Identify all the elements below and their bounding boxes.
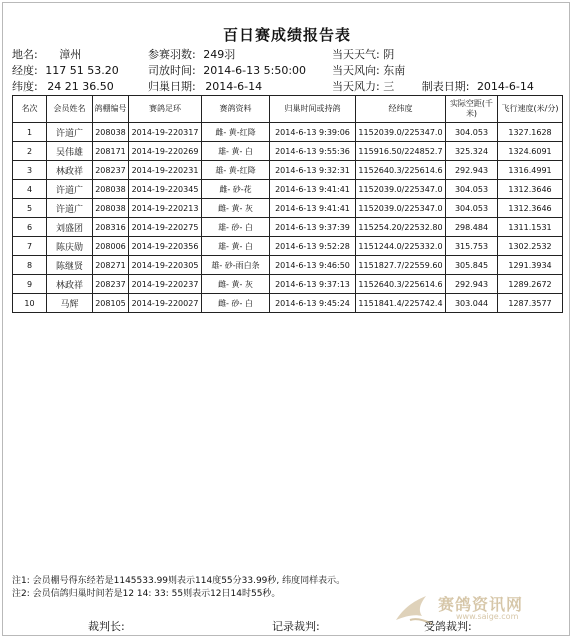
cell-coordinates: 115916.50/224852.7 [356, 142, 446, 161]
cell-loft-number: 208316 [93, 218, 129, 237]
watermark-url: www.saige.com [456, 612, 519, 621]
table-row [13, 256, 563, 275]
cell-distance: 298.484 [446, 218, 498, 237]
cell-coordinates: 1152039.0/225347.0 [356, 199, 446, 218]
wind-direction-label: 当天风向: [332, 64, 380, 77]
header-return-time: 归巢时间或持鸽 [270, 96, 356, 123]
cell-rank: 3 [13, 161, 47, 180]
longitude-label: 经度: [12, 64, 38, 77]
wind-direction-row [332, 62, 405, 78]
location-value: 漳州 [59, 48, 82, 61]
made-date-value: 2014-6-14 [476, 80, 534, 93]
cell-return-time: 2014-6-13 9:32:31 [270, 161, 356, 180]
cell-ring-number: 2014-19-220027 [129, 294, 202, 313]
header-pigeon-info: 赛鸽资料 [202, 96, 270, 123]
cell-member-name: 刘盛团 [47, 218, 93, 237]
header-distance: 实际空距(千米) [446, 96, 498, 123]
cell-rank: 10 [13, 294, 47, 313]
cell-loft-number: 208237 [93, 275, 129, 294]
cell-loft-number: 208038 [93, 199, 129, 218]
cell-ring-number: 2014-19-220269 [129, 142, 202, 161]
cell-ring-number: 2014-19-220213 [129, 199, 202, 218]
cell-speed: 1287.3577 [498, 294, 563, 313]
table-row [13, 275, 563, 294]
cell-loft-number: 208038 [93, 123, 129, 142]
report-title: 百日赛成绩报告表 [222, 26, 351, 44]
cell-coordinates: 1151841.4/225742.4 [356, 294, 446, 313]
cell-pigeon-info: 雄- 砂- 白 [202, 218, 270, 237]
entries-label: 参赛羽数: [148, 48, 196, 61]
cell-speed: 1312.3646 [498, 180, 563, 199]
cell-ring-number: 2014-19-220345 [129, 180, 202, 199]
cell-pigeon-info: 雌- 砂-花 [202, 180, 270, 199]
cell-loft-number: 208105 [93, 294, 129, 313]
table-row [13, 294, 563, 313]
cell-coordinates: 1151244.0/225332.0 [356, 237, 446, 256]
table-row [13, 161, 563, 180]
cell-distance: 315.753 [446, 237, 498, 256]
location-row [12, 46, 81, 62]
cell-ring-number: 2014-19-220317 [129, 123, 202, 142]
made-date-label: 制表日期: [421, 80, 470, 93]
header-member-name: 会员姓名 [47, 96, 93, 123]
record-judge-label: 记录裁判: [272, 620, 320, 633]
return-label: 归巢日期: [148, 80, 196, 93]
cell-rank: 5 [13, 199, 47, 218]
cell-ring-number: 2014-19-220237 [129, 275, 202, 294]
cell-speed: 1316.4991 [498, 161, 563, 180]
cell-member-name: 许道广 [47, 199, 93, 218]
cell-rank: 4 [13, 180, 47, 199]
cell-ring-number: 2014-19-220231 [129, 161, 202, 180]
latitude-label: 纬度: [12, 80, 38, 93]
cell-distance: 304.053 [446, 199, 498, 218]
watermark-text: 赛鸽资讯网 [438, 595, 524, 614]
cell-member-name: 陈继贤 [47, 256, 93, 275]
weather-label: 当天天气: [332, 48, 380, 61]
cell-member-name: 林政祥 [47, 275, 93, 294]
release-label: 司放时间: [148, 64, 196, 77]
cell-rank: 2 [13, 142, 47, 161]
cell-coordinates: 1152039.0/225347.0 [356, 180, 446, 199]
cell-rank: 8 [13, 256, 47, 275]
entries-row [148, 46, 235, 62]
cell-speed: 1312.3646 [498, 199, 563, 218]
header-loft-number: 鸽棚编号 [93, 96, 129, 123]
cell-coordinates: 1152640.3/225614.6 [356, 275, 446, 294]
cell-coordinates: 1151827.7/22559.60 [356, 256, 446, 275]
header-rank: 名次 [13, 96, 47, 123]
cell-rank: 7 [13, 237, 47, 256]
wind-force-label: 当天风力: [332, 80, 380, 93]
longitude-value: 117 51 53.20 [45, 64, 119, 77]
cell-pigeon-info: 雄- 黄- 白 [202, 142, 270, 161]
cell-pigeon-info: 雄- 黄-红降 [202, 161, 270, 180]
table-row [13, 218, 563, 237]
table-row [13, 180, 563, 199]
cell-return-time: 2014-6-13 9:55:36 [270, 142, 356, 161]
cell-speed: 1324.6091 [498, 142, 563, 161]
cell-distance: 305.845 [446, 256, 498, 275]
cell-loft-number: 208271 [93, 256, 129, 275]
table-header-row [13, 96, 563, 123]
cell-return-time: 2014-6-13 9:37:13 [270, 275, 356, 294]
table-row [13, 199, 563, 218]
weather-value: 阴 [383, 48, 395, 61]
cell-pigeon-info: 雌- 黄- 灰 [202, 199, 270, 218]
cell-speed: 1289.2672 [498, 275, 563, 294]
cell-return-time: 2014-6-13 9:52:28 [270, 237, 356, 256]
cell-ring-number: 2014-19-220305 [129, 256, 202, 275]
cell-pigeon-info: 雌- 黄- 灰 [202, 275, 270, 294]
cell-return-time: 2014-6-13 9:45:24 [270, 294, 356, 313]
note-2: 注2: 会员信鸽归巢时间若是12 14: 33: 55则表示12日14时55秒。 [12, 589, 281, 599]
cell-loft-number: 208171 [93, 142, 129, 161]
header-speed: 飞行速度(米/分) [498, 96, 563, 123]
table-row [13, 142, 563, 161]
cell-member-name: 马辉 [47, 294, 93, 313]
cell-return-time: 2014-6-13 9:39:06 [270, 123, 356, 142]
chief-judge-label: 裁判长: [88, 620, 125, 633]
table-row [13, 123, 563, 142]
cell-rank: 1 [13, 123, 47, 142]
cell-pigeon-info: 雌- 砂- 白 [202, 294, 270, 313]
cell-pigeon-info: 雄- 砂-雨白条 [202, 256, 270, 275]
cell-member-name: 陈庆勋 [47, 237, 93, 256]
cell-speed: 1291.3934 [498, 256, 563, 275]
cell-return-time: 2014-6-13 9:41:41 [270, 180, 356, 199]
return-value: 2014-6-14 [205, 80, 263, 93]
latitude-row [12, 78, 114, 94]
cell-member-name: 许道广 [47, 180, 93, 199]
table-row [13, 237, 563, 256]
longitude-row [12, 62, 119, 78]
cell-speed: 1327.1628 [498, 123, 563, 142]
cell-distance: 325.324 [446, 142, 498, 161]
cell-distance: 303.044 [446, 294, 498, 313]
cell-ring-number: 2014-19-220275 [129, 218, 202, 237]
release-row [148, 62, 306, 78]
header-ring-number: 赛鸽足环 [129, 96, 202, 123]
wind-direction-value: 东南 [383, 64, 406, 77]
cell-coordinates: 1152039.0/225347.0 [356, 123, 446, 142]
latitude-value: 24 21 36.50 [47, 80, 114, 93]
cell-loft-number: 208038 [93, 180, 129, 199]
results-table [12, 95, 563, 313]
cell-speed: 1311.1531 [498, 218, 563, 237]
wind-force-value: 三 [383, 80, 395, 93]
cell-speed: 1302.2532 [498, 237, 563, 256]
note-1: 注1: 会员棚号得东经若是1145533.99则表示114度55分33.99秒, 纬度同样表示。 [12, 576, 346, 586]
site-watermark [392, 590, 552, 630]
receive-judge-label: 受鸽裁判: [424, 620, 472, 633]
cell-member-name: 林政祥 [47, 161, 93, 180]
weather-row [332, 46, 394, 62]
cell-pigeon-info: 雌- 黄-红降 [202, 123, 270, 142]
cell-ring-number: 2014-19-220356 [129, 237, 202, 256]
cell-coordinates: 1152640.3/225614.6 [356, 161, 446, 180]
cell-rank: 9 [13, 275, 47, 294]
header-coordinates: 经纬度 [356, 96, 446, 123]
cell-member-name: 许道广 [47, 123, 93, 142]
cell-pigeon-info: 雄- 黄- 白 [202, 237, 270, 256]
return-row [148, 78, 262, 94]
cell-distance: 292.943 [446, 161, 498, 180]
notes-block [12, 575, 345, 601]
cell-member-name: 吴伟雄 [47, 142, 93, 161]
cell-return-time: 2014-6-13 9:41:41 [270, 199, 356, 218]
location-label: 地名: [12, 48, 38, 61]
cell-distance: 304.053 [446, 180, 498, 199]
cell-loft-number: 208237 [93, 161, 129, 180]
cell-distance: 292.943 [446, 275, 498, 294]
entries-value: 249羽 [203, 48, 236, 61]
cell-coordinates: 115254.20/22532.80 [356, 218, 446, 237]
cell-return-time: 2014-6-13 9:46:50 [270, 256, 356, 275]
release-value: 2014-6-13 5:50:00 [203, 64, 307, 77]
wind-force-row [332, 78, 534, 94]
cell-rank: 6 [13, 218, 47, 237]
cell-return-time: 2014-6-13 9:37:39 [270, 218, 356, 237]
cell-loft-number: 208006 [93, 237, 129, 256]
cell-distance: 304.053 [446, 123, 498, 142]
